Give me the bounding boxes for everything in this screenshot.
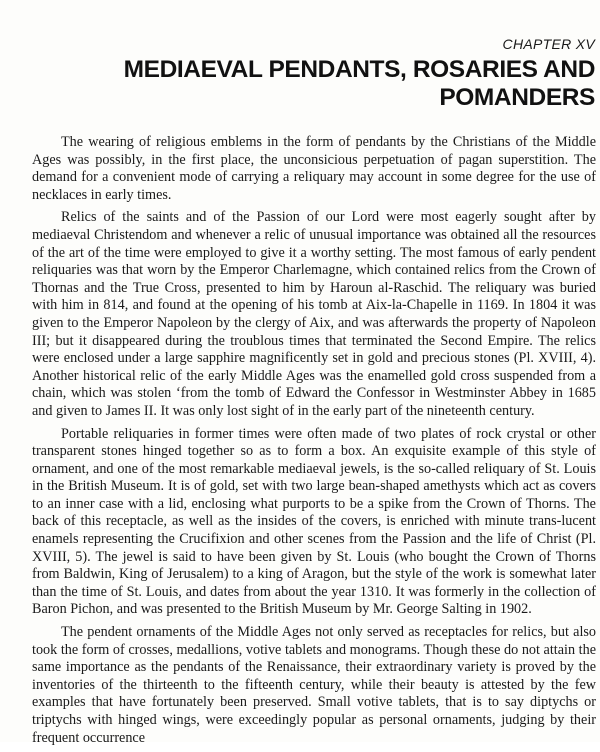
- paragraph: The pendent ornaments of the Middle Ages not only served as receptacles for relics, but also took the form of crosses, medallions, votive tablets and monograms. Though these do not attain the same importance as the pendants of the Renaissance, their extraordinary variety is proved by the inventories of the thirteenth to the fifteenth century, while their beauty is attested by the few examples that have fortunately been preserved. Small votive tablets, that is to say diptychs or triptychs with hinged wings, were exceedingly popular as personal ornaments, judging by their frequent occurrence: [32, 624, 596, 746]
- chapter-label: CHAPTER XV: [502, 36, 595, 52]
- paragraph: Portable reliquaries in former times were often made of two plates of rock crystal or other transparent stones hinged together so as to form a box. An exquisite example of this style of ornament, and one of the most remarkable mediaeval jewels, is the so-called reliquary of St. Louis in the British Museum. It is of gold, set with two large bean-shaped amethysts which act as covers to an inner case with a lid, enclosing what purports to be a spike from the Crown of Thorns. The back of this receptacle, as well as the insides of the covers, is enriched with minute trans-lucent enamels representing the Crucifixion and other scenes from the Passion and the life of Christ (Pl. XVIII, 5). The jewel is said to have been given by St. Louis (who bought the Crown of Thorns from Baldwin, King of Jerusalem) to a king of Aragon, but the style of the work is somewhat later than the time of St. Louis, and dates from about the year 1310. It was formerly in the collection of Baron Pichon, and was presented to the British Museum by Mr. George Salting in 1902.: [32, 425, 596, 618]
- paragraph: The wearing of religious emblems in the form of pendants by the Christians of the Middle Ages was possibly, in the first place, the unconsicious perpetuation of pagan superstition. The demand for a convenient mode of carrying a reliquary may account in some degree for the use of necklaces in early times.: [32, 134, 596, 203]
- chapter-body: [32, 134, 596, 752]
- chapter-title: MEDIAEVAL PENDANTS, ROSARIES AND POMANDERS: [123, 56, 595, 111]
- paragraph: Relics of the saints and of the Passion of our Lord were most eagerly sought after by mediaeval Christendom and whenever a relic of unusual importance was obtained all the resources of the art of the time were employed to give it a worthy setting. The most famous of early pendent reliquaries was that worn by the Emperor Charlemagne, which contained relics from the Crown of Thornas and the True Cross, presented to him by Haroun al-Raschid. The reliquary was buried with him in 814, and found at the opening of his tomb at Aix-la-Chapelle in 1169. In 1804 it was given to the Emperor Napoleon by the clergy of Aix, and was afterwards the property of Napoleon III; but it disappeared during the troublous times that terminated the Second Empire. The relics were enclosed under a large sapphire magnificently set in gold and precious stones (Pl. XVIII, 4). Another historical relic of the early Middle Ages was the enamelled gold cross suspended from a chain, which was stolen ‘from the tomb of Edward the Confessor in Westminster Abbey in 1685 and given to James II. It was only lost sight of in the early part of the nineteenth century.: [32, 209, 596, 419]
